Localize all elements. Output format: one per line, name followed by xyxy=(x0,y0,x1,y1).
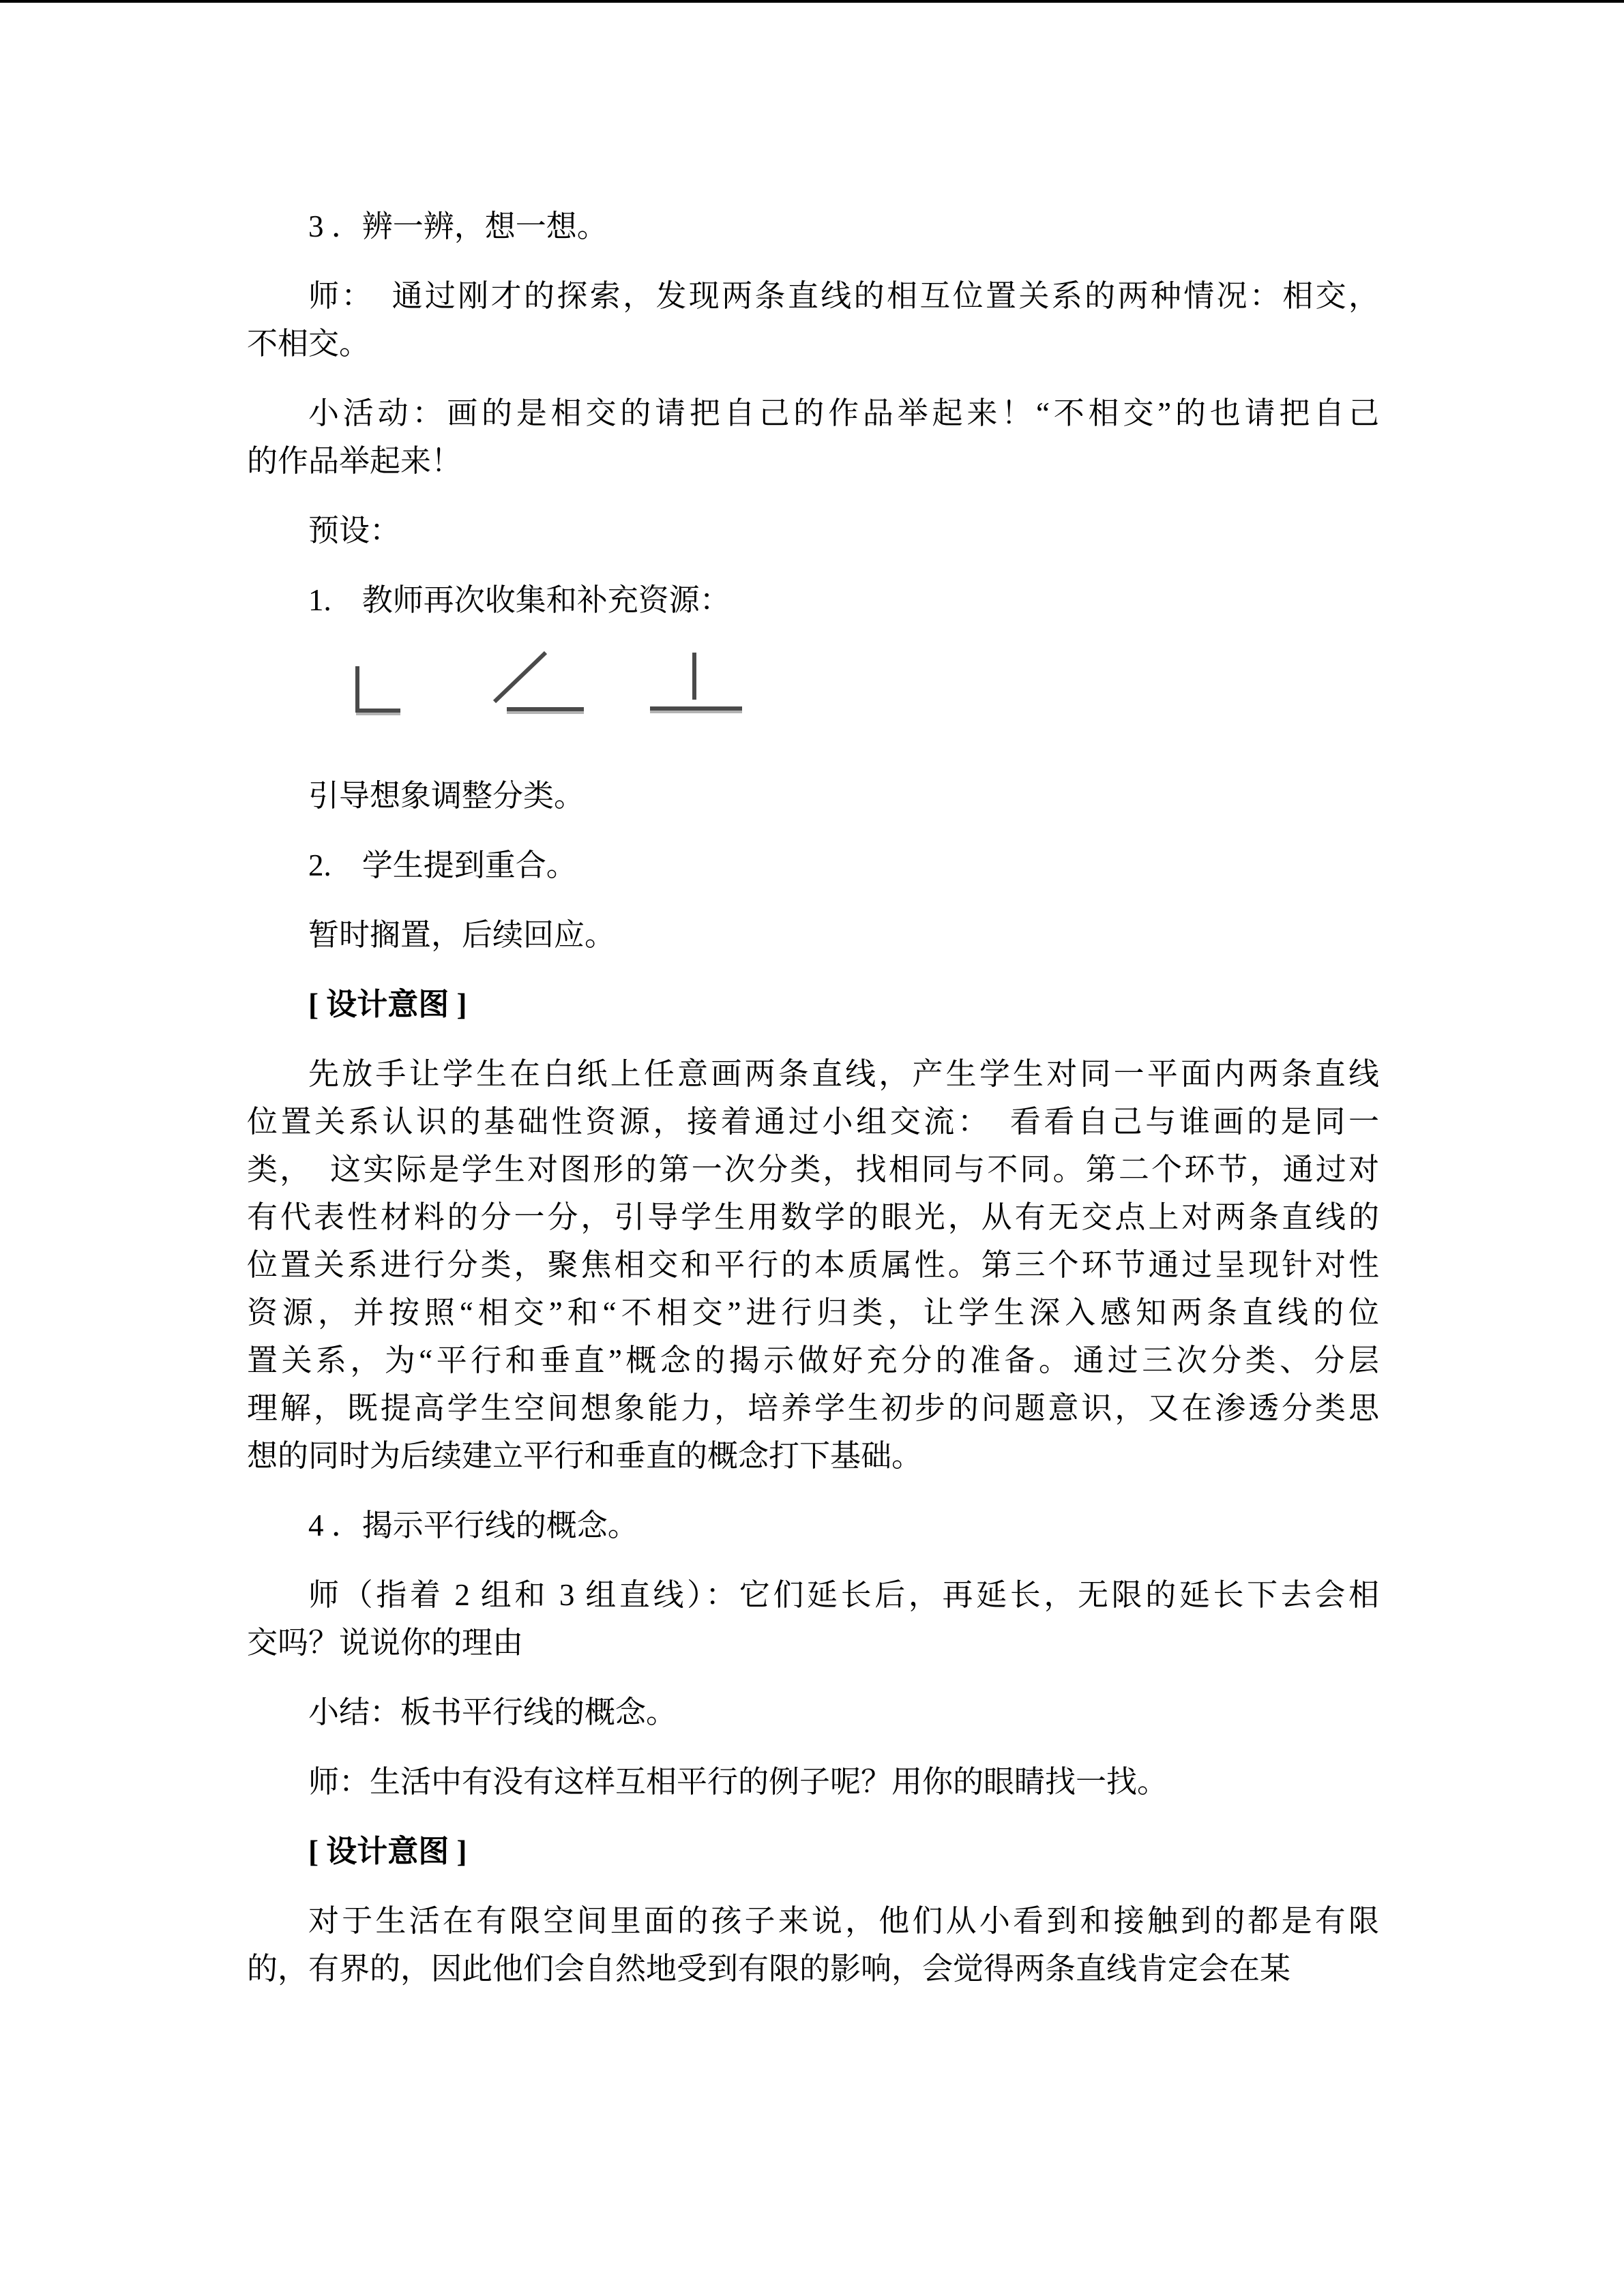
design-intent-heading-2 xyxy=(247,1828,1379,1875)
text-line: 师（指着 2 组和 3 组直线）：它们延长后，再延长，无限的延长下去会相 xyxy=(308,1578,1379,1612)
item-4-heading xyxy=(247,1502,1379,1549)
document-content xyxy=(247,203,1379,2014)
shelve-respond-later xyxy=(247,911,1379,959)
text-line: 对于生活在有限空间里面的孩子来说，他们从小看到和接触到的都是有限 xyxy=(308,1904,1379,1938)
line-pairs-drawing xyxy=(247,646,752,721)
teacher-remark-life-examples xyxy=(247,1758,1379,1806)
text-line: 的，有界的，因此他们会自然地受到有限的影响，会觉得两条直线肯定会在某 xyxy=(247,1952,1291,1986)
mini-activity xyxy=(247,389,1379,485)
line-pairs-figure xyxy=(247,646,1379,721)
text-line: 交吗？说说你的理由 xyxy=(247,1626,524,1660)
text-line: 师：生活中有没有这样互相平行的例子呢？用你的眼睛找一找。 xyxy=(308,1765,1168,1799)
text-line: 位置关系认识的基础性资源，接着通过小组交流： 看看自己与谁画的是同一 xyxy=(247,1105,1379,1139)
text-line: 置关系，为“平行和垂直”概念的揭示做好充分的准备。通过三次分类、分层 xyxy=(247,1343,1379,1377)
text-line: 3 ．辨一辨，想一想。 xyxy=(308,209,608,243)
item-3-heading xyxy=(247,203,1379,250)
design-intent-paragraph-1 xyxy=(247,1050,1379,1480)
text-line: 暂时搁置，后续回应。 xyxy=(308,918,616,952)
text-line: 小活动：画的是相交的请把自己的作品举起来！“不相交”的也请把自己 xyxy=(308,396,1379,430)
text-line: 的作品举起来！ xyxy=(247,444,462,478)
preset-label xyxy=(247,507,1379,554)
text-line: 1. 教师再次收集和补充资源： xyxy=(308,583,730,617)
text-line: [ 设计意图 ] xyxy=(308,1834,467,1868)
preset-item-2 xyxy=(247,841,1379,889)
text-line: 师： 通过刚才的探索，发现两条直线的相互位置关系的两种情况：相交， xyxy=(308,279,1379,313)
text-line: 不相交。 xyxy=(247,327,370,361)
text-line: 有代表性材料的分一分，引导学生用数学的眼光，从有无交点上对两条直线的 xyxy=(247,1200,1379,1234)
summary-blackboard xyxy=(247,1688,1379,1736)
guide-adjust-classification xyxy=(247,772,1379,820)
design-intent-paragraph-2 xyxy=(247,1897,1379,1993)
example2-diagonal-line xyxy=(494,653,546,702)
design-intent-heading-1 xyxy=(247,981,1379,1028)
text-line: 4 ．揭示平行线的概念。 xyxy=(308,1508,638,1542)
text-line: 先放手让学生在白纸上任意画两条直线，产生学生对同一平面内两条直线 xyxy=(308,1057,1379,1091)
text-line: 想的同时为后续建立平行和垂直的概念打下基础。 xyxy=(247,1439,923,1473)
text-line: 类， 这实际是学生对图形的第一次分类，找相同与不同。第二个环节，通过对 xyxy=(247,1152,1379,1187)
text-line: 2. 学生提到重合。 xyxy=(308,848,577,882)
preset-item-1 xyxy=(247,576,1379,624)
teacher-remark-extend xyxy=(247,1571,1379,1667)
text-line: [ 设计意图 ] xyxy=(308,987,467,1022)
text-line: 理解，既提高学生空间想象能力，培养学生初步的问题意识，又在渗透分类思 xyxy=(247,1391,1379,1425)
teacher-remark-explore xyxy=(247,272,1379,368)
text-line: 引导想象调整分类。 xyxy=(308,779,585,813)
text-line: 位置关系进行分类，聚焦相交和平行的本质属性。第三个环节通过呈现针对性 xyxy=(247,1248,1379,1282)
text-line: 资源，并按照“相交”和“不相交”进行归类，让学生深入感知两条直线的位 xyxy=(247,1296,1379,1330)
text-line: 预设： xyxy=(308,513,401,548)
text-line: 小结：板书平行线的概念。 xyxy=(308,1695,677,1729)
